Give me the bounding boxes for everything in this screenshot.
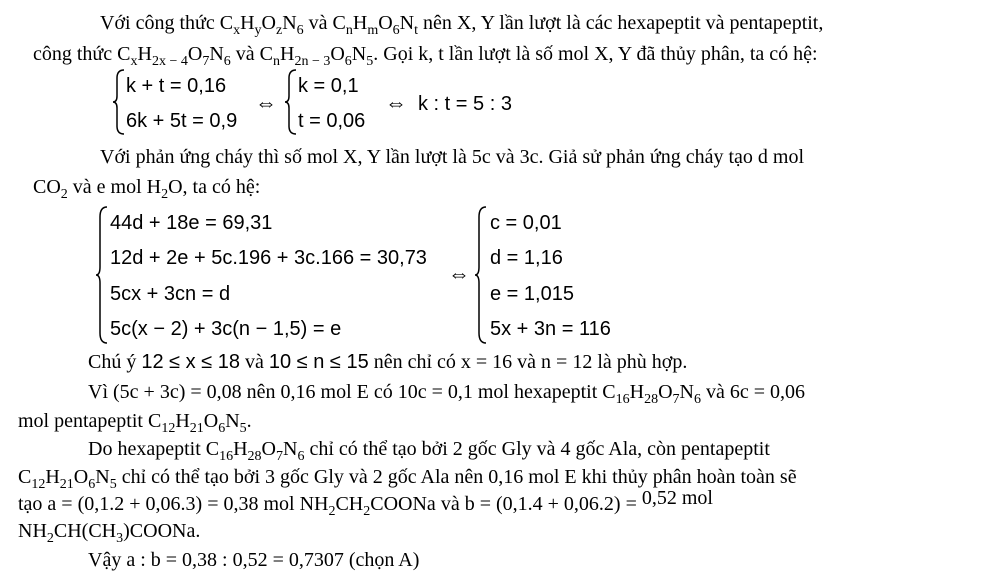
final-answer: Vậy a : b = 0,38 : 0,52 = 0,7307 (chọn A) [88,549,420,571]
para3-line2: mol pentapeptit $C_{12}H_{21}O_6N_5$. [18,410,252,436]
left-brace-icon [474,205,488,345]
para2-line1: Với phản ứng cháy thì số mol X, Y lần lượt là 5c và 3c. Giả sử phản ứng cháy tạo d mol [100,146,805,168]
para4-line2: $C_{12}H_{21}O_6N_5$ chỉ có thể tạo bởi 3 gốc Gly và 2 gốc Ala nên 0,16 mol E khi thủy phân hoàn toàn sẽ [18,466,797,492]
para1-line1: Với công thức $C_xH_yO_zN_6$ và $C_nH_mO_6N_t$ nên X, Y lần lượt là các hexapeptit và pentapeptit, [100,12,824,38]
left-brace-icon [95,205,109,345]
ratio-kt: k : t = 5 : 3 [418,93,512,115]
equiv-arrow-icon: ⇔ [255,90,277,115]
sys2-eq4: 5c(x − 2) + 3c(n − 1,5) = e [110,318,342,340]
sys1-eq1: k + t = 0,16 [126,75,227,97]
left-brace-icon [284,68,298,136]
sys1-eq2: 6k + 5t = 0,9 [126,110,238,132]
equiv-arrow-icon: ⇔ [385,90,407,115]
sys2-sol2: d = 1,16 [490,247,563,269]
sys2-eq2: 12d + 2e + 5c.196 + 3c.166 = 30,73 [110,247,427,269]
para3-line1: Vì (5c + 3c) = 0,08 nên 0,16 mol E có 10c = 0,1 mol hexapeptit $C_{16}H_{28}O_7N_6$ và 6c = 0,06 [88,381,806,407]
sys2-eq1: 44d + 18e = 69,31 [110,212,273,234]
left-brace-icon [112,68,126,136]
equiv-arrow-icon: ⇔ [448,261,470,286]
note-line: Chú ý 12 ≤ x ≤ 18 và 10 ≤ n ≤ 15 nên chỉ có x = 16 và n = 12 là phù hợp. [88,351,688,373]
sys1-sol2: t = 0,06 [298,110,366,132]
para2-line2: $CO_2$ và e mol $H_2O$, ta có hệ: [33,176,261,202]
para4-line3: tạo a = (0,1.2 + 0,06.3) = 0,38 mol $NH_2CH_2COONa$ và b = (0,1.4 + 0,06.2) = 0,52 mol [18,487,713,519]
sys2-sol3: e = 1,015 [490,283,574,305]
para1-line2: công thức $C_xH_{2x - 4}O_7N_6$ và $C_nH_{2n - 3}O_6N_5$. Gọi k, t lần lượt là số mol X, Y đã thủy phân, ta có hệ: [33,43,818,69]
sys2-eq3: 5cx + 3cn = d [110,283,231,305]
sys1-sol1: k = 0,1 [298,75,359,97]
para4-line4: $NH_2CH(CH_3)COONa$. [18,520,201,546]
sys2-sol1: c = 0,01 [490,212,562,234]
para4-line1: Do hexapeptit $C_{16}H_{28}O_7N_6$ chỉ có thể tạo bởi 2 gốc Gly và 4 gốc Ala, còn pentapeptit [88,438,770,464]
sys2-sol4: 5x + 3n = 116 [490,318,611,340]
